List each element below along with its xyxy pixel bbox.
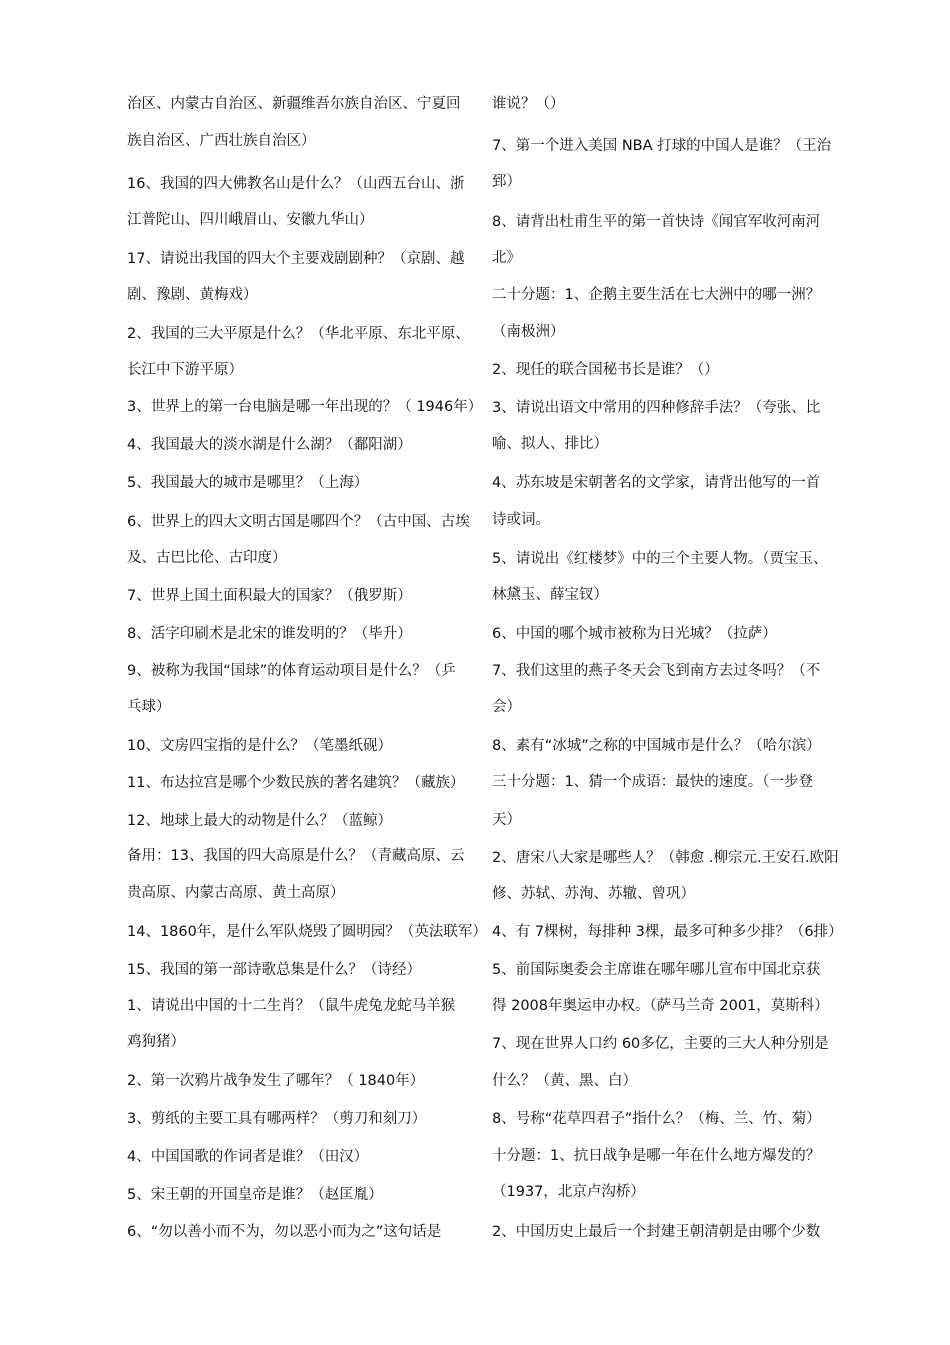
text-line: 17、请说出我国的四大个主要戏剧剧种？（京剧、越 [127,251,465,267]
text-line: 江普陀山、四川峨眉山、安徽九华山） [127,212,374,228]
text-line: 12、地球上最大的动物是什么？（蓝鲸） [127,813,392,829]
text-line: 乓球） [127,699,171,715]
text-line: 7、现在世界人口约 60多亿，主要的三大人种分别是 [492,1036,829,1052]
text-line: 剧、豫剧、黄梅戏） [127,287,258,303]
text-line: 7、第一个进入美国 NBA 打球的中国人是谁？（王治 [492,138,832,154]
text-line: 三十分题：1、猜一个成语：最快的速度。（一步登 [492,774,813,790]
text-line: 8、活字印刷术是北宋的谁发明的？（毕升） [127,626,412,642]
text-line: （南极洲） [492,324,565,340]
text-line: 15、我国的第一部诗歌总集是什么？（诗经） [127,962,421,978]
text-line: 14、1860年，是什么军队烧毁了圆明园？（英法联军） [127,924,487,940]
text-line: 会） [492,699,521,715]
text-line: 5、宋王朝的开国皇帝是谁？（赵匡胤） [127,1187,383,1203]
text-line: 修、苏轼、苏洵、苏辙、曾巩） [492,886,695,902]
text-line: 9、被称为我国“国球”的体育运动项目是什么？（乒 [127,663,456,679]
text-line: 谁说？（） [492,96,565,112]
text-line: 8、素有“冰城”之称的中国城市是什么？（哈尔滨） [492,738,821,754]
text-line: 11、布达拉宫是哪个少数民族的著名建筑？（藏族） [127,775,465,791]
text-line: 3、剪纸的主要工具有哪两样？（剪刀和刻刀） [127,1111,427,1127]
text-line: 族自治区、广西壮族自治区） [127,133,316,149]
text-line: 十分题：1、抗日战争是哪一年在什么地方爆发的？ [492,1148,821,1164]
text-line: 林黛玉、薛宝钗） [492,587,608,603]
text-line: 4、苏东坡是宋朝著名的文学家，请背出他写的一首 [492,475,821,491]
text-line: 诗或词。 [492,512,550,528]
text-line: 5、我国最大的城市是哪里？（上海） [127,475,369,491]
text-line: 6、世界上的四大文明古国是哪四个？（古中国、古埃 [127,514,470,530]
text-line: 得 2008年奥运申办权。（萨马兰奇 2001，莫斯科） [492,998,829,1014]
text-line: 4、中国国歌的作词者是谁？（田汉） [127,1149,369,1165]
text-line: 2、中国历史上最后一个封建王朝清朝是由哪个少数 [492,1224,821,1240]
text-line: 3、请说出语文中常用的四种修辞手法？（夸张、比 [492,400,821,416]
text-line: 6、中国的哪个城市被称为日光城？（拉萨） [492,626,777,642]
text-line: 治区、内蒙古自治区、新疆维吾尔族自治区、宁夏回 [127,96,461,112]
text-line: 2、我国的三大平原是什么？（华北平原、东北平原、 [127,326,470,342]
text-line: 二十分题：1、企鹅主要生活在七大洲中的哪一洲？ [492,287,821,303]
text-line: 16、我国的四大佛教名山是什么？（山西五台山、浙 [127,176,465,192]
text-line: 7、世界上国土面积最大的国家？（俄罗斯） [127,588,412,604]
text-line: 贵高原、内蒙古高原、黄土高原） [127,885,345,901]
text-line: 2、唐宋八大家是哪些人？（韩愈 .柳宗元.王安石.欧阳 [492,850,839,866]
text-line: 喻、拟人、排比） [492,436,608,452]
text-line: 5、前国际奥委会主席谁在哪年哪儿宣布中国北京获 [492,962,821,978]
text-line: 备用：13、我国的四大高原是什么？（青藏高原、云 [127,848,465,864]
text-line: 鸡狗猪） [127,1034,185,1050]
text-line: 7、我们这里的燕子冬天会飞到南方去过冬吗？（不 [492,663,821,679]
text-line: 6、“勿以善小而不为，勿以恶小而为之”这句话是 [127,1224,442,1240]
text-line: 长江中下游平原） [127,362,243,378]
text-line: 10、文房四宝指的是什么？（笔墨纸砚） [127,738,392,754]
text-line: 5、请说出《红楼梦》中的三个主要人物。（贾宝玉、 [492,551,828,567]
text-line: 4、我国最大的淡水湖是什么湖？（鄱阳湖） [127,437,412,453]
text-line: 天） [492,812,521,828]
text-line: 2、第一次鸦片战争发生了哪年？（ 1840年） [127,1073,425,1089]
text-line: 1、请说出中国的十二生肖？（鼠牛虎兔龙蛇马羊猴 [127,998,456,1014]
text-line: 3、世界上的第一台电脑是哪一年出现的？（ 1946年） [127,399,483,415]
text-line: （1937，北京卢沟桥） [492,1184,645,1200]
text-line: 4、有 7棵树，每排种 3棵，最多可种多少排？（6排） [492,924,843,940]
text-line: 北》 [492,250,521,266]
text-line: 2、现任的联合国秘书长是谁？（） [492,362,719,378]
text-line: 8、号称“花草四君子”指什么？（梅、兰、竹、菊） [492,1111,821,1127]
text-line: 8、请背出杜甫生平的第一首快诗《闻官军收河南河 [492,214,821,230]
text-line: 及、古巴比伦、古印度） [127,550,287,566]
text-line: 什么？（黄、黑、白） [492,1073,637,1089]
text-line: 郅） [492,174,521,190]
